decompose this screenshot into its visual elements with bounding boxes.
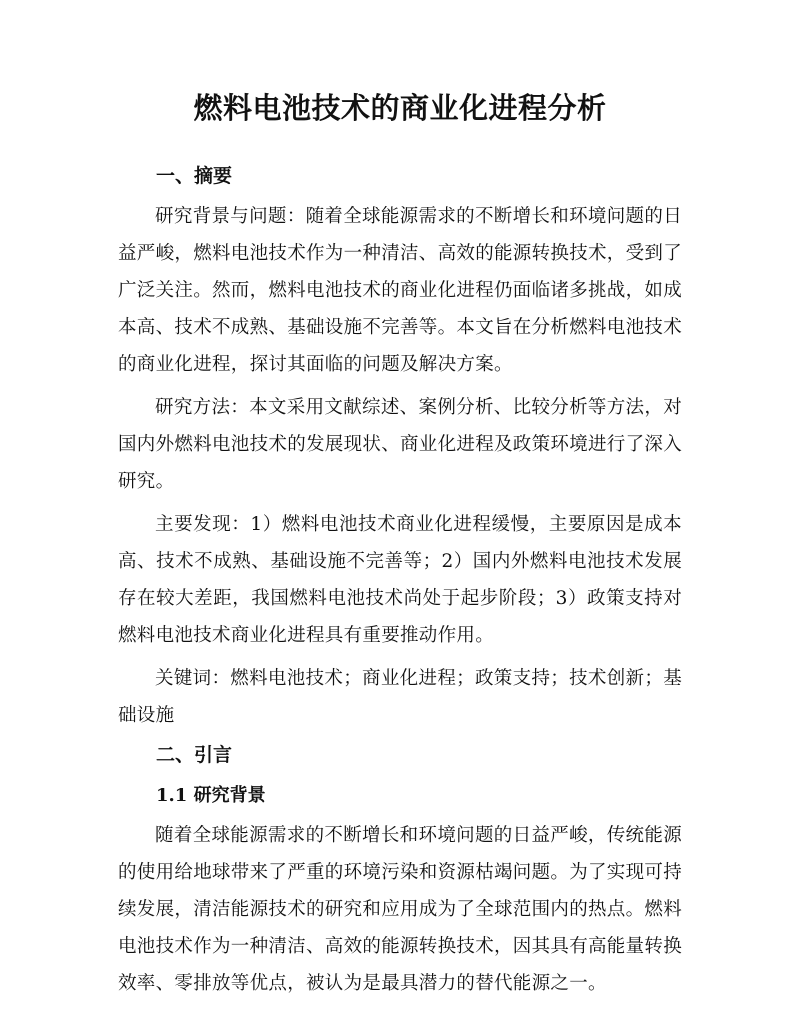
- abstract-background-paragraph: 研究背景与问题：随着全球能源需求的不断增长和环境问题的日益严峻，燃料电池技术作为一种清洁、高效的能源转换技术，受到了广泛关注。然而，燃料电池技术的商业化进程仍面临诸多挑战，如成本高、技术不成熟、基础设施不完善等。本文旨在分析燃料电池技术的商业化进程，探讨其面临的问题及解决方案。: [118, 206, 683, 375]
- document-title: 燃料电池技术的商业化进程分析: [193, 91, 607, 125]
- abstract-keywords-paragraph: 关键词：燃料电池技术；商业化进程；政策支持；技术创新；基础设施: [118, 668, 682, 726]
- abstract-heading: 一、摘要: [156, 165, 233, 187]
- research-background-subheading: 1.1 研究背景: [156, 785, 266, 806]
- abstract-section: [118, 158, 682, 734]
- abstract-findings-paragraph: 主要发现：1）燃料电池技术商业化进程缓慢，主要原因是成本高、技术不成熟、基础设施不完善等；2）国内外燃料电池技术发展存在较大差距，我国燃料电池技术尚处于起步阶段；3）政策支持对燃料电池技术商业化进程具有重要推动作用。: [118, 514, 682, 646]
- introduction-heading: 二、引言: [156, 744, 233, 766]
- introduction-paragraph: 随着全球能源需求的不断增长和环境问题的日益严峻，传统能源的使用给地球带来了严重的环境污染和资源枯竭问题。为了实现可持续发展，清洁能源技术的研究和应用成为了全球范围内的热点。燃料电池技术作为一种清洁、高效的能源转换技术，因其具有高能量转换效率、零排放等优点，被认为是最具潜力的替代能源之一。: [118, 825, 683, 994]
- introduction-section: [118, 737, 682, 1002]
- abstract-methods-paragraph: 研究方法：本文采用文献综述、案例分析、比较分析等方法，对国内外燃料电池技术的发展现状、商业化进程及政策环境进行了深入研究。: [118, 397, 683, 492]
